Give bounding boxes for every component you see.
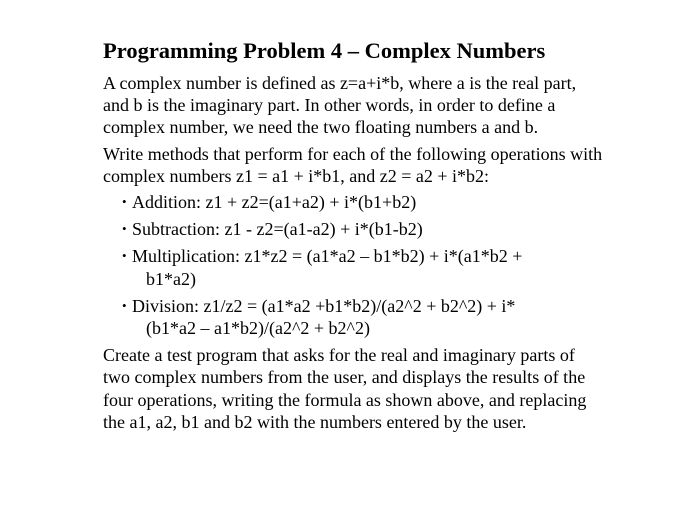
- list-item-addition: [103, 191, 603, 213]
- bullet-icon: •: [122, 297, 127, 313]
- operation-text: Division: z1/z2 = (a1*a2 +b1*b2)/(a2^2 + b2^2) + i*: [132, 295, 516, 316]
- bullet-icon: •: [122, 248, 127, 264]
- slide-content: [103, 36, 603, 437]
- operation-text: Subtraction: z1 - z2=(a1-a2) + i*(b1-b2): [132, 219, 423, 240]
- list-item-multiplication: [103, 245, 603, 289]
- operation-text: Addition: z1 + z2=(a1+a2) + i*(b1+b2): [132, 192, 417, 213]
- page-title: Programming Problem 4 – Complex Numbers: [103, 38, 546, 63]
- operation-text-continued: b1*a2): [146, 268, 196, 289]
- operation-text: Multiplication: z1*z2 = (a1*a2 – b1*b2) + i*(a1*b2 +: [132, 246, 523, 267]
- test-program-paragraph: Create a test program that asks for the real and imaginary parts of two complex numbers from the user, and displays the results of the four operations, writing the formula as shown above, and replacing the a1, a2, b1 and b2 with the numbers entered by the user.: [103, 345, 587, 432]
- list-item-division: [103, 295, 603, 339]
- list-item-subtraction: [103, 218, 603, 240]
- operation-text-continued: (b1*a2 – a1*b2)/(a2^2 + b2^2): [146, 318, 370, 339]
- operations-list: [103, 191, 603, 339]
- bullet-icon: •: [122, 194, 127, 210]
- intro-paragraph: A complex number is defined as z=a+i*b, where a is the real part, and b is the imaginary part. In other words, in order to define a complex number, we need the two floating numbers a and b.: [103, 73, 577, 138]
- bullet-icon: •: [122, 221, 127, 237]
- methods-paragraph: Write methods that perform for each of the following operations with complex numbers z1 = a1 + i*b1, and z2 = a2 + i*b2:: [103, 143, 603, 186]
